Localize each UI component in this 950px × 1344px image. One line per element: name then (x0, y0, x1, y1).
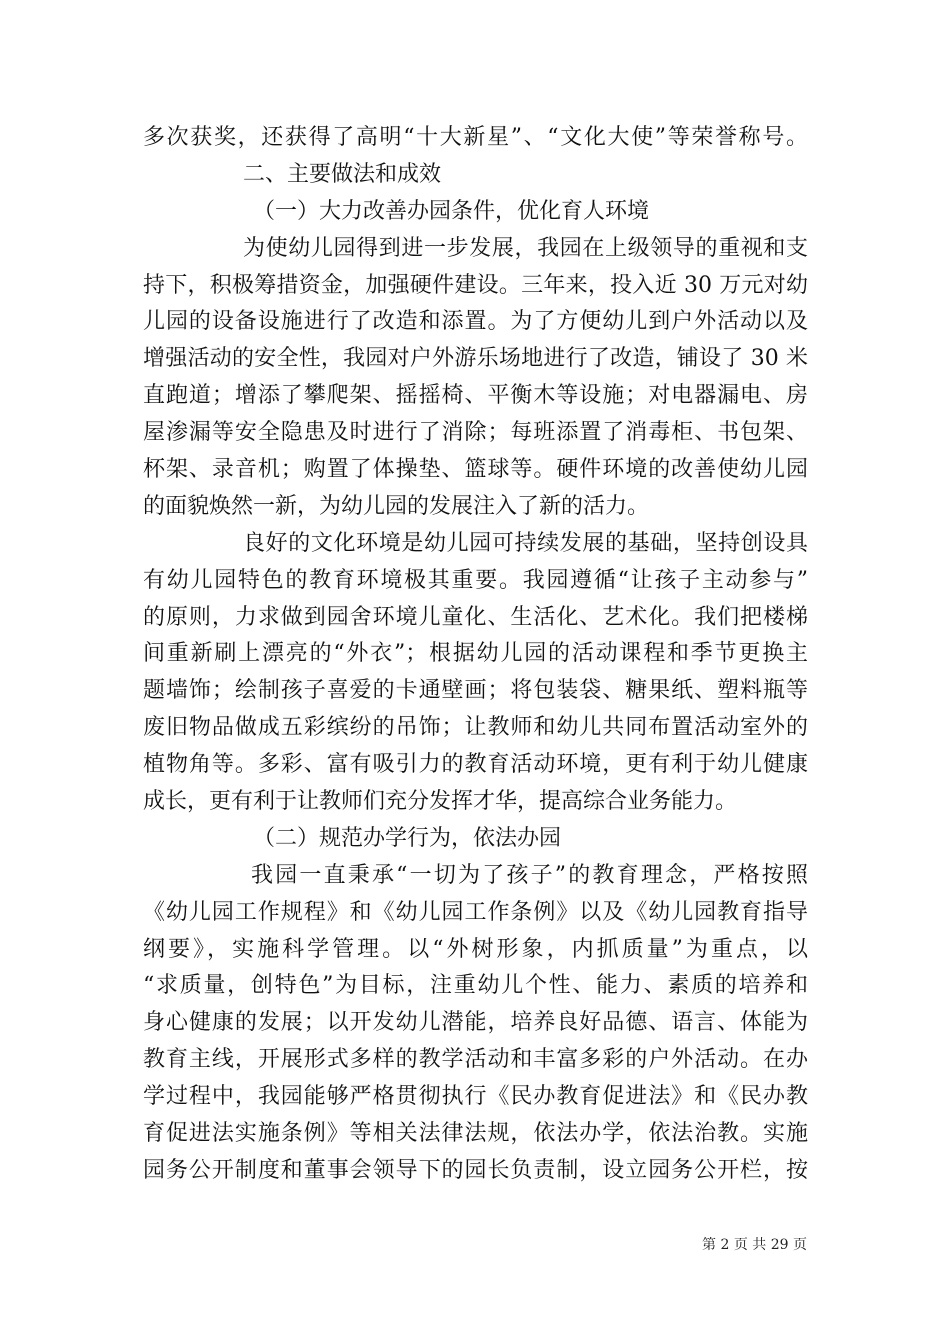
paragraph-line: 身心健康的发展；以开发幼儿潜能，培养良好品德、语言、体能为 (143, 1010, 808, 1036)
paragraph-line: 植物角等。多彩、富有吸引力的教育活动环境，更有利于幼儿健康 (143, 752, 808, 778)
paragraph-line: 为使幼儿园得到进一步发展，我园在上级领导的重视和支 (243, 235, 808, 261)
section-heading: 二、主要做法和成效 (243, 161, 442, 187)
paragraph-line: 杯架、录音机；购置了体操垫、篮球等。硬件环境的改善使幼儿园 (143, 457, 808, 483)
paragraph-line: 教育主线，开展形式多样的教学活动和丰富多彩的户外活动。在办 (143, 1047, 808, 1073)
paragraph-line: 儿园的设备设施进行了改造和添置。为了方便幼儿到户外活动以及 (143, 309, 808, 335)
paragraph-line: 园务公开制度和董事会领导下的园长负责制，设立园务公开栏，按 (143, 1157, 808, 1183)
paragraph-line: 题墙饰；绘制孩子喜爱的卡通壁画；将包装袋、糖果纸、塑料瓶等 (143, 678, 808, 704)
page-number-footer: 第 2 页 共 29 页 (702, 1237, 807, 1253)
paragraph-line: 学过程中，我园能够严格贯彻执行《民办教育促进法》和《民办教 (143, 1084, 808, 1110)
body-text (143, 120, 808, 1190)
paragraph-line: “求质量，创特色”为目标，注重幼儿个性、能力、素质的培养和 (143, 973, 808, 999)
paragraph-line: 增强活动的安全性，我园对户外游乐场地进行了改造，铺设了 30 米 (143, 346, 808, 372)
paragraph-line: 多次获奖，还获得了高明“十大新星”、“文化大使”等荣誉称号。 (143, 125, 808, 150)
paragraph-line: 纲要》，实施科学管理。以“外树形象，内抓质量”为重点，以 (143, 936, 808, 962)
paragraph-line: 有幼儿园特色的教育环境极其重要。我园遵循“让孩子主动参与” (143, 567, 808, 593)
paragraph-line: 《幼儿园工作规程》和《幼儿园工作条例》以及《幼儿园教育指导 (143, 899, 808, 925)
paragraph-line: 成长，更有利于让教师们充分发挥才华，提高综合业务能力。 (143, 789, 738, 815)
paragraph-line: 育促进法实施条例》等相关法律法规，依法办学，依法治教。实施 (143, 1121, 808, 1147)
paragraph-line: 废旧物品做成五彩缤纷的吊饰；让教师和幼儿共同布置活动室外的 (143, 715, 808, 741)
paragraph-line: 持下，积极筹措资金，加强硬件建设。三年来，投入近 30 万元对幼 (143, 272, 808, 298)
paragraph-line: 间重新刷上漂亮的“外衣”；根据幼儿园的活动课程和季节更换主 (143, 641, 808, 667)
paragraph-line: 的面貌焕然一新，为幼儿园的发展注入了新的活力。 (143, 493, 650, 519)
paragraph-line: 直跑道；增添了攀爬架、摇摇椅、平衡木等设施；对电器漏电、房 (143, 383, 808, 409)
paragraph-line: 屋渗漏等安全隐患及时进行了消除；每班添置了消毒柜、书包架、 (143, 420, 808, 446)
paragraph-line: 的原则，力求做到园舍环境儿童化、生活化、艺术化。我们把楼梯 (143, 604, 808, 630)
subsection-heading: （二）规范办学行为，依法办园 (253, 825, 562, 851)
subsection-heading: （一）大力改善办园条件，优化育人环境 (253, 198, 650, 224)
paragraph-line: 良好的文化环境是幼儿园可持续发展的基础，坚持创设具 (243, 530, 808, 556)
paragraph-line: 我园一直秉承“一切为了孩子”的教育理念，严格按照 (251, 862, 808, 888)
